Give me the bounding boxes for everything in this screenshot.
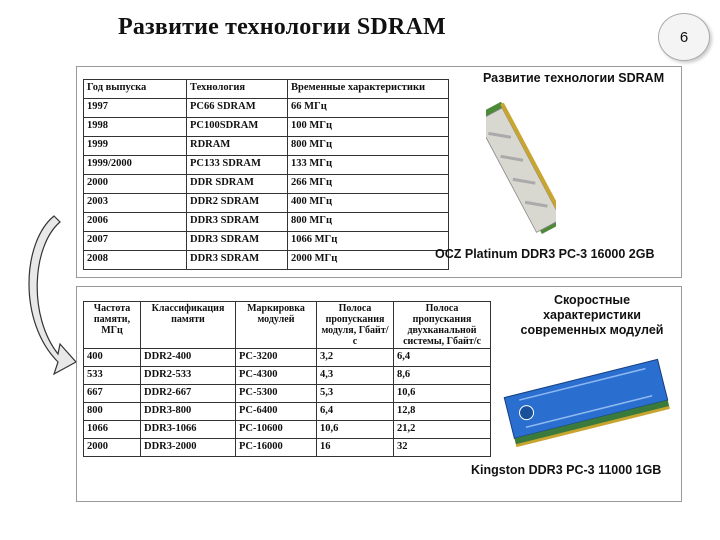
table-cell: 1999 xyxy=(84,137,187,156)
table-header: Технология xyxy=(187,80,288,99)
table-row xyxy=(84,403,491,421)
table-row xyxy=(84,156,449,175)
table-row xyxy=(84,232,449,251)
table-cell: 1066 МГц xyxy=(288,232,449,251)
table-cell: 400 МГц xyxy=(288,194,449,213)
table-cell: 2007 xyxy=(84,232,187,251)
table-header: Полоса пропускания модуля, Гбайт/с xyxy=(317,302,394,349)
table-cell: PC100SDRAM xyxy=(187,118,288,137)
table-header-row xyxy=(84,80,449,99)
table-cell: RDRAM xyxy=(187,137,288,156)
table-cell: 1997 xyxy=(84,99,187,118)
table-cell: 10,6 xyxy=(394,385,491,403)
table-cell: 8,6 xyxy=(394,367,491,385)
table-header: Год выпуска xyxy=(84,80,187,99)
table-row xyxy=(84,137,449,156)
table-cell: 2003 xyxy=(84,194,187,213)
table-cell: 2000 xyxy=(84,175,187,194)
table-cell: PC133 SDRAM xyxy=(187,156,288,175)
table-cell: 100 МГц xyxy=(288,118,449,137)
table-cell: 800 МГц xyxy=(288,137,449,156)
table-header: Частота памяти, МГц xyxy=(84,302,141,349)
table-row xyxy=(84,251,449,270)
ram-module-image xyxy=(486,92,556,242)
table-cell: DDR SDRAM xyxy=(187,175,288,194)
table-cell: 533 xyxy=(84,367,141,385)
table-cell: DDR3 SDRAM xyxy=(187,251,288,270)
table-cell: DDR2-400 xyxy=(141,349,236,367)
table-cell: 21,2 xyxy=(394,421,491,439)
table-row xyxy=(84,421,491,439)
table-row xyxy=(84,175,449,194)
table-cell: PC66 SDRAM xyxy=(187,99,288,118)
table-row xyxy=(84,213,449,232)
table-row xyxy=(84,99,449,118)
table-cell: 2006 xyxy=(84,213,187,232)
table-header: Маркировка модулей xyxy=(236,302,317,349)
table-cell: 1999/2000 xyxy=(84,156,187,175)
table-row xyxy=(84,349,491,367)
table-header-row xyxy=(84,302,491,349)
table-cell: DDR2-667 xyxy=(141,385,236,403)
panel-caption: Развитие технологии SDRAM xyxy=(483,71,665,85)
table-cell: DDR3-2000 xyxy=(141,439,236,457)
table-cell: 800 МГц xyxy=(288,213,449,232)
table-header: Временные характеристики xyxy=(288,80,449,99)
table-cell: 133 МГц xyxy=(288,156,449,175)
table-cell: 266 МГц xyxy=(288,175,449,194)
table-cell: 10,6 xyxy=(317,421,394,439)
table-cell: PC-5300 xyxy=(236,385,317,403)
table-cell: 4,3 xyxy=(317,367,394,385)
table-cell: DDR3-800 xyxy=(141,403,236,421)
table-cell: 16 xyxy=(317,439,394,457)
table-cell: DDR2-533 xyxy=(141,367,236,385)
table-cell: 667 xyxy=(84,385,141,403)
table-cell: DDR2 SDRAM xyxy=(187,194,288,213)
sdram-history-table xyxy=(83,79,449,270)
image-caption: OCZ Platinum DDR3 PC-3 16000 2GB xyxy=(435,247,655,261)
table-cell: 2008 xyxy=(84,251,187,270)
table-header: Классификация памяти xyxy=(141,302,236,349)
table-row xyxy=(84,194,449,213)
slide-title: Развитие технологии SDRAM xyxy=(118,14,446,40)
table-cell: 5,3 xyxy=(317,385,394,403)
table-cell: 400 xyxy=(84,349,141,367)
table-cell: DDR3 SDRAM xyxy=(187,232,288,251)
image-caption: Kingston DDR3 PC-3 11000 1GB xyxy=(471,463,662,477)
panel-caption: Скоростные характеристики современных модулей xyxy=(520,293,664,337)
table-cell: 3,2 xyxy=(317,349,394,367)
table-cell: 800 xyxy=(84,403,141,421)
table-cell: 1998 xyxy=(84,118,187,137)
table-cell: 32 xyxy=(394,439,491,457)
table-cell: 12,8 xyxy=(394,403,491,421)
ram-module-image xyxy=(500,340,670,450)
table-cell: PC-16000 xyxy=(236,439,317,457)
table-row xyxy=(84,367,491,385)
page-number-badge: 6 xyxy=(658,13,710,61)
table-cell: PC-4300 xyxy=(236,367,317,385)
table-row xyxy=(84,439,491,457)
table-cell: PC-10600 xyxy=(236,421,317,439)
table-cell: DDR3 SDRAM xyxy=(187,213,288,232)
table-cell: 2000 МГц xyxy=(288,251,449,270)
table-cell: 66 МГц xyxy=(288,99,449,118)
table-cell: PC-6400 xyxy=(236,403,317,421)
module-speed-table xyxy=(83,301,491,457)
table-cell: 1066 xyxy=(84,421,141,439)
table-cell: 6,4 xyxy=(317,403,394,421)
sdram-history-panel xyxy=(76,66,682,278)
table-header: Полоса пропускания двухканальной системы, Гбайт/с xyxy=(394,302,491,349)
curved-arrow-icon xyxy=(14,212,80,384)
table-cell: 6,4 xyxy=(394,349,491,367)
table-cell: DDR3-1066 xyxy=(141,421,236,439)
table-row xyxy=(84,385,491,403)
table-cell: PC-3200 xyxy=(236,349,317,367)
table-row xyxy=(84,118,449,137)
table-cell: 2000 xyxy=(84,439,141,457)
